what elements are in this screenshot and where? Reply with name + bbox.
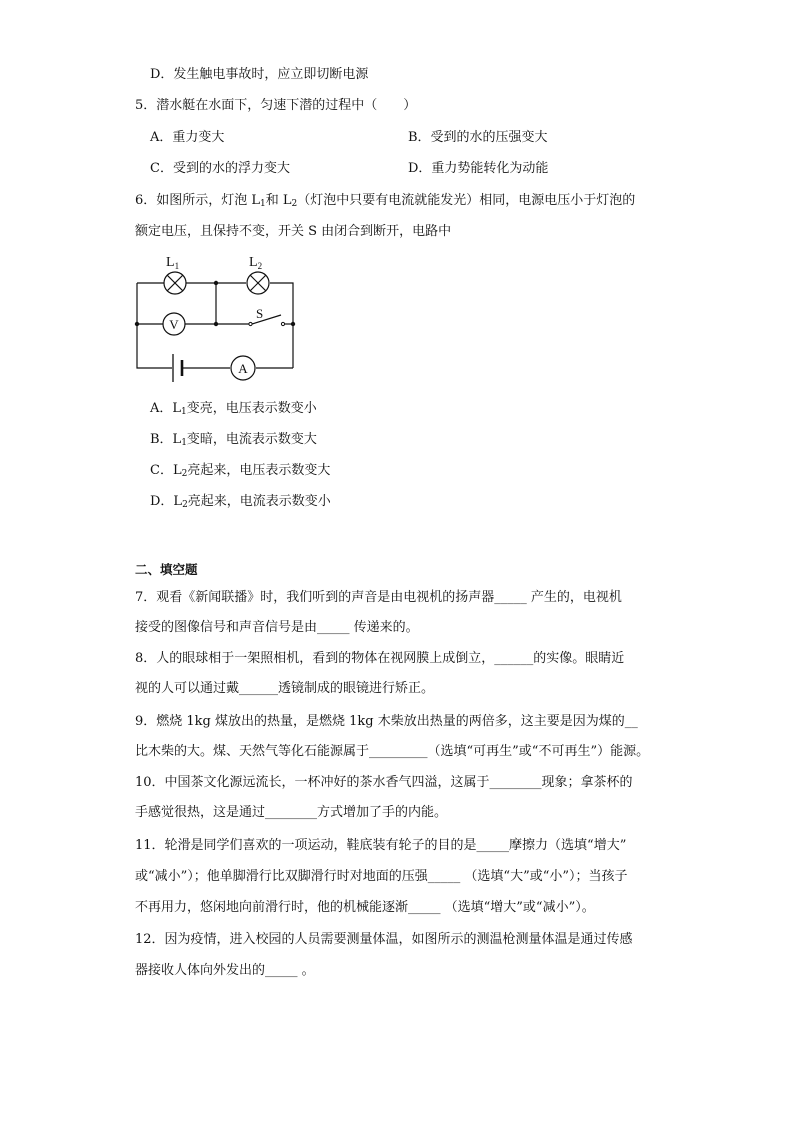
q6d-text-1: D．L	[150, 494, 183, 509]
q6b-sub: 1	[181, 438, 187, 448]
q6-text-b: 和 L	[265, 193, 292, 208]
q6b-text-1: B．L	[150, 432, 182, 447]
voltmeter-label: V	[169, 317, 179, 332]
q6-stem-line2: 额定电压，且保持不变，开关 S 由闭合到断开，电路中	[135, 224, 452, 239]
voltmeter	[163, 313, 185, 335]
q6-text-c: （灯泡中只要有电流就能发光）相同，电源电压小于灯泡的	[297, 193, 636, 208]
switch-label: S	[256, 306, 264, 321]
q6-option-a	[150, 400, 317, 421]
q4-option-d: D．发生触电事故时，应立即切断电源	[150, 67, 369, 82]
section-title: 二、填空题	[135, 562, 198, 577]
q6a-text-1: A．L	[150, 401, 182, 416]
q5-option-c: C．受到的水的浮力变大	[150, 161, 290, 176]
q11-line3: 不再用力，悠闲地向前滑行时，他的机械能逐渐_____ （选填“增大”或“减小”）。	[135, 900, 595, 915]
q6-option-c	[150, 462, 330, 483]
q6d-sub: 2	[182, 500, 188, 510]
q6-option-b	[150, 431, 317, 452]
q6-sub-1: 1	[260, 199, 266, 209]
q9-line2: 比木柴的大。煤、天然气等化石能源属于_________（选填“可再生”或“不可再生”）能源。	[135, 744, 650, 759]
q10-line1: 10．中国茶文化源远流长，一杯冲好的茶水香气四溢，这属于________现象；拿茶杯的	[135, 775, 633, 790]
l2-label: $L_2$	[249, 255, 263, 271]
q6-stem-line1	[135, 192, 635, 213]
q11-line1: 11．轮滑是同学们喜欢的一项运动，鞋底装有轮子的目的是_____摩擦力（选填“增大”	[135, 838, 627, 853]
lamp-l1	[164, 272, 186, 294]
q6-option-d	[150, 493, 331, 514]
ammeter-label: A	[238, 361, 248, 376]
q5-option-a: A．重力变大	[150, 130, 225, 145]
q7-line2: 接受的图像信号和声音信号是由_____ 传递来的。	[135, 620, 419, 635]
q6d-text-2: 亮起来，电流表示数变小	[187, 494, 331, 509]
q5-option-d: D．重力势能转化为动能	[408, 161, 549, 176]
q9-line1: 9．燃烧 1kg 煤放出的热量，是燃烧 1kg 木柴放出热量的两倍多，这主要是因为煤的__	[135, 714, 638, 729]
l1-label: $L_1$	[166, 255, 180, 271]
circuit-diagram	[128, 249, 303, 384]
q6b-text-2: 变暗，电流表示数变大	[186, 432, 317, 447]
q8-line2: 视的人可以通过戴______透镜制成的眼镜进行矫正。	[135, 681, 435, 696]
q12-line1: 12．因为疫情，进入校园的人员需要测量体温，如图所示的测温枪测量体温是通过传感	[135, 932, 633, 947]
q6a-text-2: 变亮，电压表示数变小	[186, 401, 317, 416]
q7-line1: 7．观看《新闻联播》时，我们听到的声音是由电视机的扬声器_____ 产生的，电视机	[135, 590, 622, 605]
q12-line2: 器接收人体向外发出的_____ 。	[135, 963, 315, 978]
q10-line2: 手感觉很热，这是通过________方式增加了手的内能。	[135, 805, 448, 820]
battery	[173, 354, 182, 382]
q5-stem: 5．潜水艇在水面下，匀速下潜的过程中（ ）	[135, 98, 417, 113]
ammeter	[231, 356, 255, 380]
q6c-text-1: C．L	[150, 463, 182, 478]
q6-text-a: 6．如图所示，灯泡 L	[135, 193, 261, 208]
q11-line2: 或“减小”）；他单脚滑行比双脚滑行时对地面的压强_____ （选填“大”或“小”）；当孩子	[135, 869, 628, 884]
q5-option-b: B．受到的水的压强变大	[408, 130, 548, 145]
lamp-l2	[247, 272, 269, 294]
q6a-sub: 1	[181, 407, 187, 417]
q6-sub-2: 2	[291, 199, 298, 209]
q6c-text-2: 亮起来，电压表示数变大	[187, 463, 331, 478]
q8-line1: 8．人的眼球相于一架照相机，看到的物体在视网膜上成倒立，______的实像。眼睛近	[135, 651, 625, 666]
q6c-sub: 2	[181, 469, 188, 479]
